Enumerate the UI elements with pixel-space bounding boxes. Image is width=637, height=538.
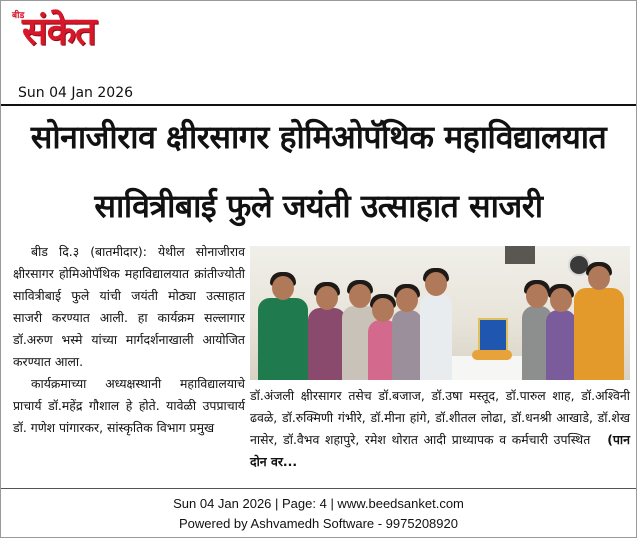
- photo-person: [574, 288, 624, 380]
- logo-wordmark: संकेत: [22, 9, 96, 53]
- footer-credit: Powered by Ashvamedh Software - 9975208920: [179, 516, 458, 531]
- logo-prefix: बीड: [12, 11, 25, 21]
- photo-person: [308, 308, 346, 380]
- footer-divider: [1, 488, 636, 489]
- photo-person: [392, 310, 422, 380]
- headline-line-1: सोनाजीराव क्षीरसागर होमिओपॅथिक महाविद्यालयात: [30, 118, 607, 156]
- article-body-right: [250, 385, 630, 473]
- photo-person: [546, 310, 576, 380]
- photo-flowers: [472, 350, 512, 360]
- photo-person: [420, 294, 452, 380]
- article-paragraph: डॉ.अंजली क्षीरसागर तसेच डॉ.बजाज, डॉ.उषा मस्तूद, डॉ.पारुल शाह, डॉ.अश्विनी ढवळे, डॉ.रुक्मिणी गंभीरे, डॉ.मीना हांगे, डॉ.शीतल लोढा, डॉ.धनश्री आखाडे, डॉ.शेख नासेर, डॉ.वैभव शहापुरे, रमेश थोरात आदी प्राध्यापक व कर्मचारी उपस्थित: [250, 388, 630, 447]
- continued-link[interactable]: (पान दोन वर...: [250, 432, 630, 469]
- photo-window: [505, 246, 535, 264]
- event-photo: [250, 246, 630, 380]
- masthead-logo: [10, 6, 190, 68]
- divider: [1, 104, 636, 106]
- article-body-left: [13, 241, 245, 439]
- headline-line-2: सावित्रीबाई फुले जयंती उत्साहात साजरी: [94, 187, 543, 225]
- article-paragraph: कार्यक्रमाच्या अध्यक्षस्थानी महाविद्यालयाचे प्राचार्य डॉ.महेंद्र गौशाल हे होते. यावेळी उपप्राचार्य डॉ. गणेश पांगारकर, सांस्कृतिक विभाग प्रमुख: [13, 376, 245, 435]
- photo-person: [258, 298, 308, 380]
- footer-info: Sun 04 Jan 2026 | Page: 4 | www.beedsanket.com: [173, 496, 464, 511]
- edition-date: Sun 04 Jan 2026: [18, 85, 134, 101]
- article-paragraph: बीड दि.३ (बातमीदार): येथील सोनाजीराव क्षीरसागर होमिओपॅथिक महाविद्यालयात क्रांतीज्योती सावित्रीबाई फुले यांची जयंती मोठ्या उत्साहात साजरी करण्यात आली. हा कार्यक्रम सल्लागार डॉ.अरुण भस्मे यांच्या मार्गदर्शनाखाली आयोजित करण्यात आला.: [13, 244, 245, 369]
